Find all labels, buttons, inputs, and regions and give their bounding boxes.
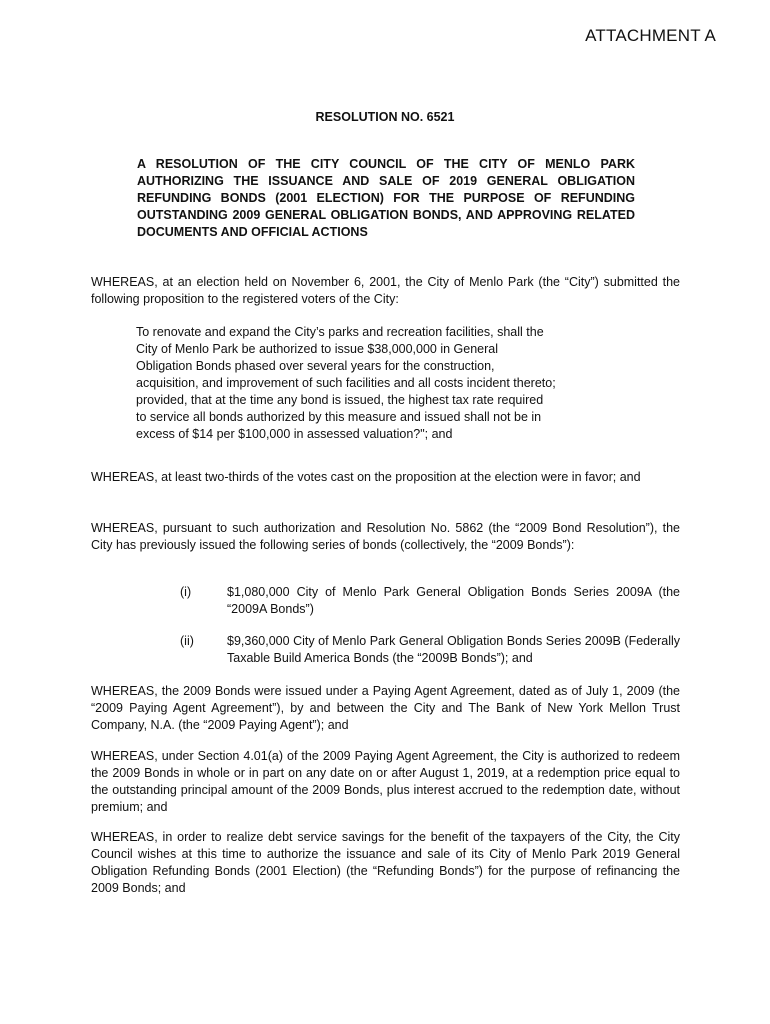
whereas-paragraph-refunding: WHEREAS, in order to realize debt service savings for the benefit of the taxpayers of the City, the City Council wishes at this time to authorize the issuance and sale of its City of Menlo Park 2019 General Obligation Refunding Bonds (2001 Election) (the “Refunding Bonds”) for the purpose of refinancing the 2009 Bonds; and <box>91 830 680 895</box>
whereas-paragraph-paying-agent: WHEREAS, the 2009 Bonds were issued under a Paying Agent Agreement, dated as of July 1, 2009 (the “2009 Paying Agent Agreement”), by and between the City and The Bank of New York Mellon Trust Company, N.A. (the “2009 Paying Agent”); and <box>91 684 680 732</box>
bond-list-item <box>180 584 680 618</box>
whereas-paragraph-redemption: WHEREAS, under Section 4.01(a) of the 2009 Paying Agent Agreement, the City is authorized to redeem the 2009 Bonds in whole or in part on any date on or after August 1, 2019, at a redemption price equal to the outstanding principal amount of the 2009 Bonds, plus interest accrued to the redemption date, without premium; and <box>91 749 680 814</box>
bond-list-item <box>180 633 680 667</box>
resolution-number: RESOLUTION NO. 6521 <box>315 110 455 124</box>
whereas-paragraph-election: WHEREAS, at an election held on November 6, 2001, the City of Menlo Park (the “City”) submitted the following proposition to the registered voters of the City: <box>91 275 680 306</box>
bond-item-text: $1,080,000 City of Menlo Park General Obligation Bonds Series 2009A (the “2009A Bonds”) <box>227 585 680 616</box>
bond-item-text: $9,360,000 City of Menlo Park General Obligation Bonds Series 2009B (Federally Taxable Build America Bonds (the “2009B Bonds”); and <box>227 634 680 665</box>
bond-item-number: (i) <box>180 585 192 599</box>
proposition-quote: To renovate and expand the City’s parks and recreation facilities, shall the City of Menlo Park be authorized to issue $38,000,000 in General Obligation Bonds phased over several years for the construction, acquisition, and improvement of such facilities and all costs incident thereto; provided, that at the time any bond is issued, the highest tax rate required to service all bonds authorized by this measure and issued shall not be in excess of $14 per $100,000 in assessed valuation?"; and <box>136 325 556 441</box>
attachment-label: ATTACHMENT A <box>585 26 716 45</box>
whereas-paragraph-votes: WHEREAS, at least two-thirds of the votes cast on the proposition at the election were in favor; and <box>91 470 641 484</box>
bond-item-number: (ii) <box>180 634 194 648</box>
resolution-title: A RESOLUTION OF THE CITY COUNCIL OF THE CITY OF MENLO PARK AUTHORIZING THE ISSUANCE AND SALE OF 2019 GENERAL OBLIGATION REFUNDING BONDS (2001 ELECTION) FOR THE PURPOSE OF REFUNDING OUTSTANDING 2009 GENERAL OBLIGATION BONDS, AND APPROVING RELATED DOCUMENTS AND OFFICIAL ACTIONS <box>137 157 635 239</box>
whereas-paragraph-series: WHEREAS, pursuant to such authorization and Resolution No. 5862 (the “2009 Bond Resolution”), the City has previously issued the following series of bonds (collectively, the “2009 Bonds”): <box>91 521 680 552</box>
